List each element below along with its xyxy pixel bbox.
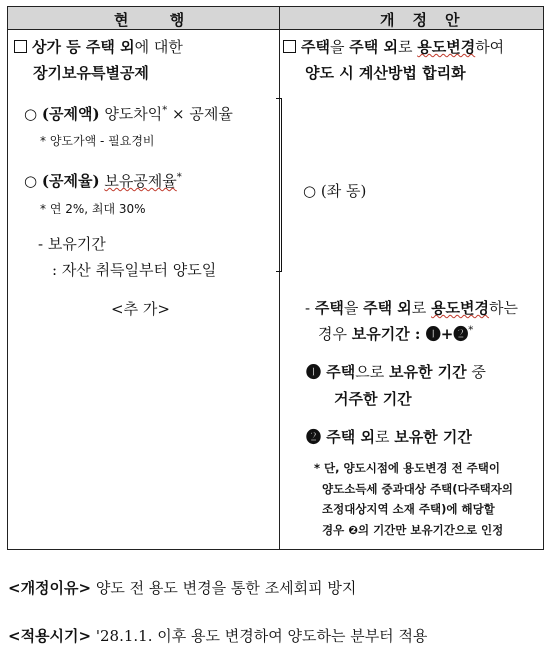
header-current: 현 행 — [114, 11, 203, 29]
footnote-line: * 단, 양도시점에 용도변경 전 주택이 — [314, 461, 500, 475]
bracket-shape — [276, 98, 282, 272]
footnote-line: 경우 ❷의 기간만 보유기간으로 인정 — [322, 522, 504, 537]
left-bullet-rate: ○ (공제율) 보유공제율* — [24, 172, 182, 190]
left-note-rate: * 연 2%, 최대 30% — [40, 202, 146, 216]
reason-label: <개정이유> — [8, 579, 92, 597]
footnote-line: 양도소득세 중과대상 주택(다주택자의 — [322, 481, 514, 496]
time-label: <적용시기> — [8, 627, 92, 645]
time-text: '28.1.1. 이후 용도 변경하여 양도하는 분부터 적용 — [91, 627, 428, 645]
left-title-line2: 장기보유특별공제 — [33, 64, 149, 82]
header-revised: 개정안 — [380, 11, 478, 29]
reason-text: 양도 전 용도 변경을 통한 조세회피 방지 — [91, 579, 357, 597]
right-title-line2: 양도 시 계산방법 합리화 — [305, 64, 466, 82]
right-item-1-line2: 거주한 기간 — [334, 390, 412, 408]
effective-date — [8, 625, 427, 646]
right-detail-line2: 경우 보유기간 : ❶+❷* — [318, 325, 474, 343]
left-bullet-deduction: ○ (공제액) 양도차익* × 공제율 — [24, 105, 233, 123]
right-title-line1: 주택을 주택 외로 용도변경하여 — [283, 36, 504, 57]
left-period-desc: : 자산 취득일부터 양도일 — [52, 261, 217, 279]
left-added-marker: <추 가> — [111, 300, 170, 318]
column-divider — [279, 7, 280, 549]
circle-bullet-icon: ○ — [24, 172, 38, 190]
checkbox-square-icon — [283, 40, 296, 53]
right-same-as-left: ○ (좌 동) — [303, 182, 367, 200]
left-note-sale-price: * 양도가액 - 필요경비 — [40, 134, 155, 148]
left-period-title: - 보유기간 — [38, 235, 106, 253]
right-item-2: ❷ 주택 외로 보유한 기간 — [306, 428, 472, 446]
right-item-1-line1: ❶ 주택으로 보유한 기간 중 — [306, 363, 486, 381]
circle-bullet-icon: ○ — [24, 105, 38, 123]
right-footnote — [314, 458, 546, 540]
right-detail-line1: - 주택을 주택 외로 용도변경하는 — [305, 299, 519, 317]
checkbox-square-icon — [14, 40, 27, 53]
revision-reason — [8, 577, 356, 598]
footnote-line: 조정대상지역 소재 주택)에 해당할 — [322, 502, 495, 516]
table-header — [8, 7, 543, 30]
left-title-line1: 상가 등 주택 외에 대한 — [14, 36, 183, 57]
